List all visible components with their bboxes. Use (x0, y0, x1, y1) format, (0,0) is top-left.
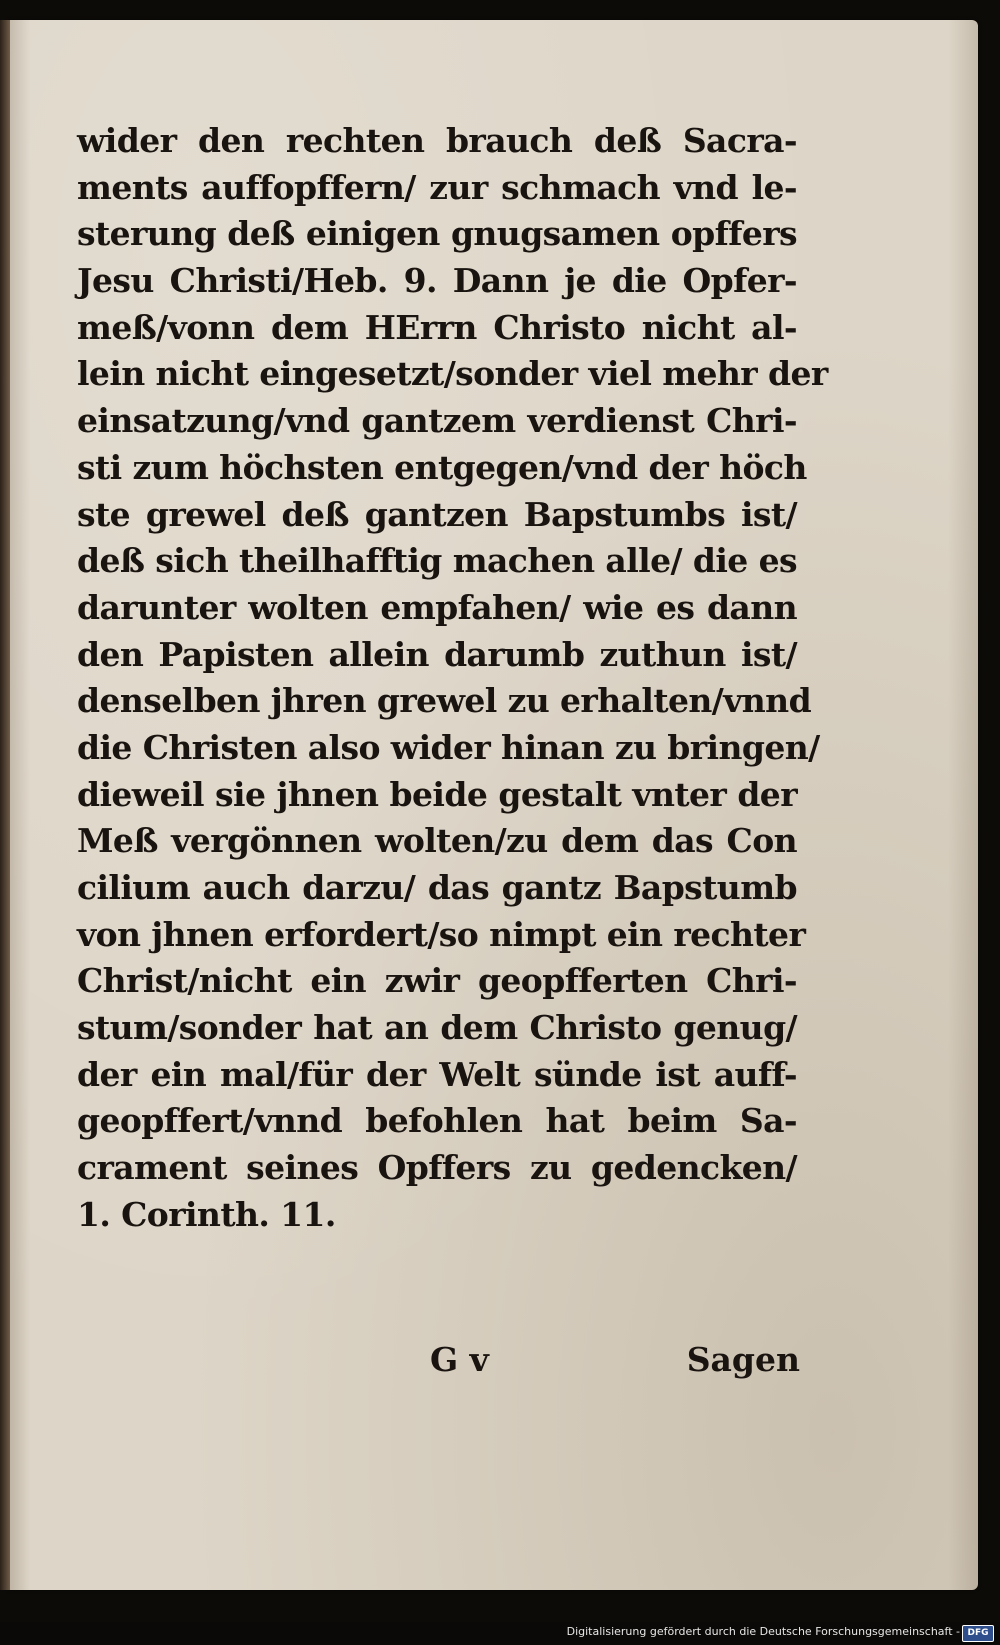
text-line: darunter wolten empfahen/ wie es dann (77, 587, 797, 627)
funding-notice: Digitalisierung gefördert durch die Deutsche Forschungsgemeinschaft - (566, 1625, 960, 1638)
text-line: wider den rechten brauch deß Sacra- (77, 121, 797, 160)
text-line: von jhnen erfordert/so nimpt ein rechter (77, 914, 806, 954)
text-line: den Papisten allein darumb zuthun ist/ (77, 634, 797, 674)
text-line: geopffert/vnnd befohlen hat beim Sa- (77, 1101, 797, 1141)
text-line: Christ/nicht ein zwir geopfferten Chri- (77, 961, 797, 1001)
text-line: deß sich theilhafftig machen alle/ die es (77, 541, 797, 581)
text-line: Meß vergönnen wolten/zu dem das Con (77, 821, 797, 861)
page-catchline (430, 1340, 800, 1390)
text-line: die Christen also wider hinan zu bringen/ (77, 727, 820, 767)
text-line: Jesu Christi/Heb. 9. Dann je die Opfer- (77, 261, 797, 301)
text-line: crament seines Opffers zu gedencken/ (77, 1148, 797, 1188)
text-line: ste grewel deß gantzen Bapstumbs ist/ (77, 494, 797, 534)
text-line: 1. Corinth. 11. (77, 1194, 336, 1234)
text-line: lein nicht eingesetzt/sonder viel mehr der (77, 354, 828, 394)
text-line: dieweil sie jhnen beide gestalt vnter der (77, 774, 797, 814)
text-line: der ein mal/für der Welt sünde ist auff- (77, 1054, 797, 1094)
catchword: Sagen (686, 1340, 800, 1379)
dfg-logo: DFG (962, 1625, 994, 1642)
text-line: cilium auch darzu/ das gantz Bapstumb (77, 868, 797, 907)
page-binding-edge (0, 20, 10, 1590)
text-line: ments auffopffern/ zur schmach vnd le- (77, 167, 797, 207)
text-line: denselben jhren grewel zu erhalten/vnnd (77, 681, 812, 721)
text-line: sti zum höchsten entgegen/vnd der höch (77, 447, 807, 487)
footer-bar (0, 1622, 1000, 1645)
text-line: stum/sonder hat an dem Christo genug/ (77, 1008, 797, 1048)
text-line: einsatzung/vnd gantzem verdienst Chri- (77, 401, 797, 441)
text-line: meß/vonn dem HErrn Christo nicht al- (77, 307, 797, 347)
page-text-block (77, 118, 828, 1239)
text-line: sterung deß einigen gnugsamen opffers (77, 214, 797, 254)
signature-mark: G v (430, 1340, 489, 1379)
